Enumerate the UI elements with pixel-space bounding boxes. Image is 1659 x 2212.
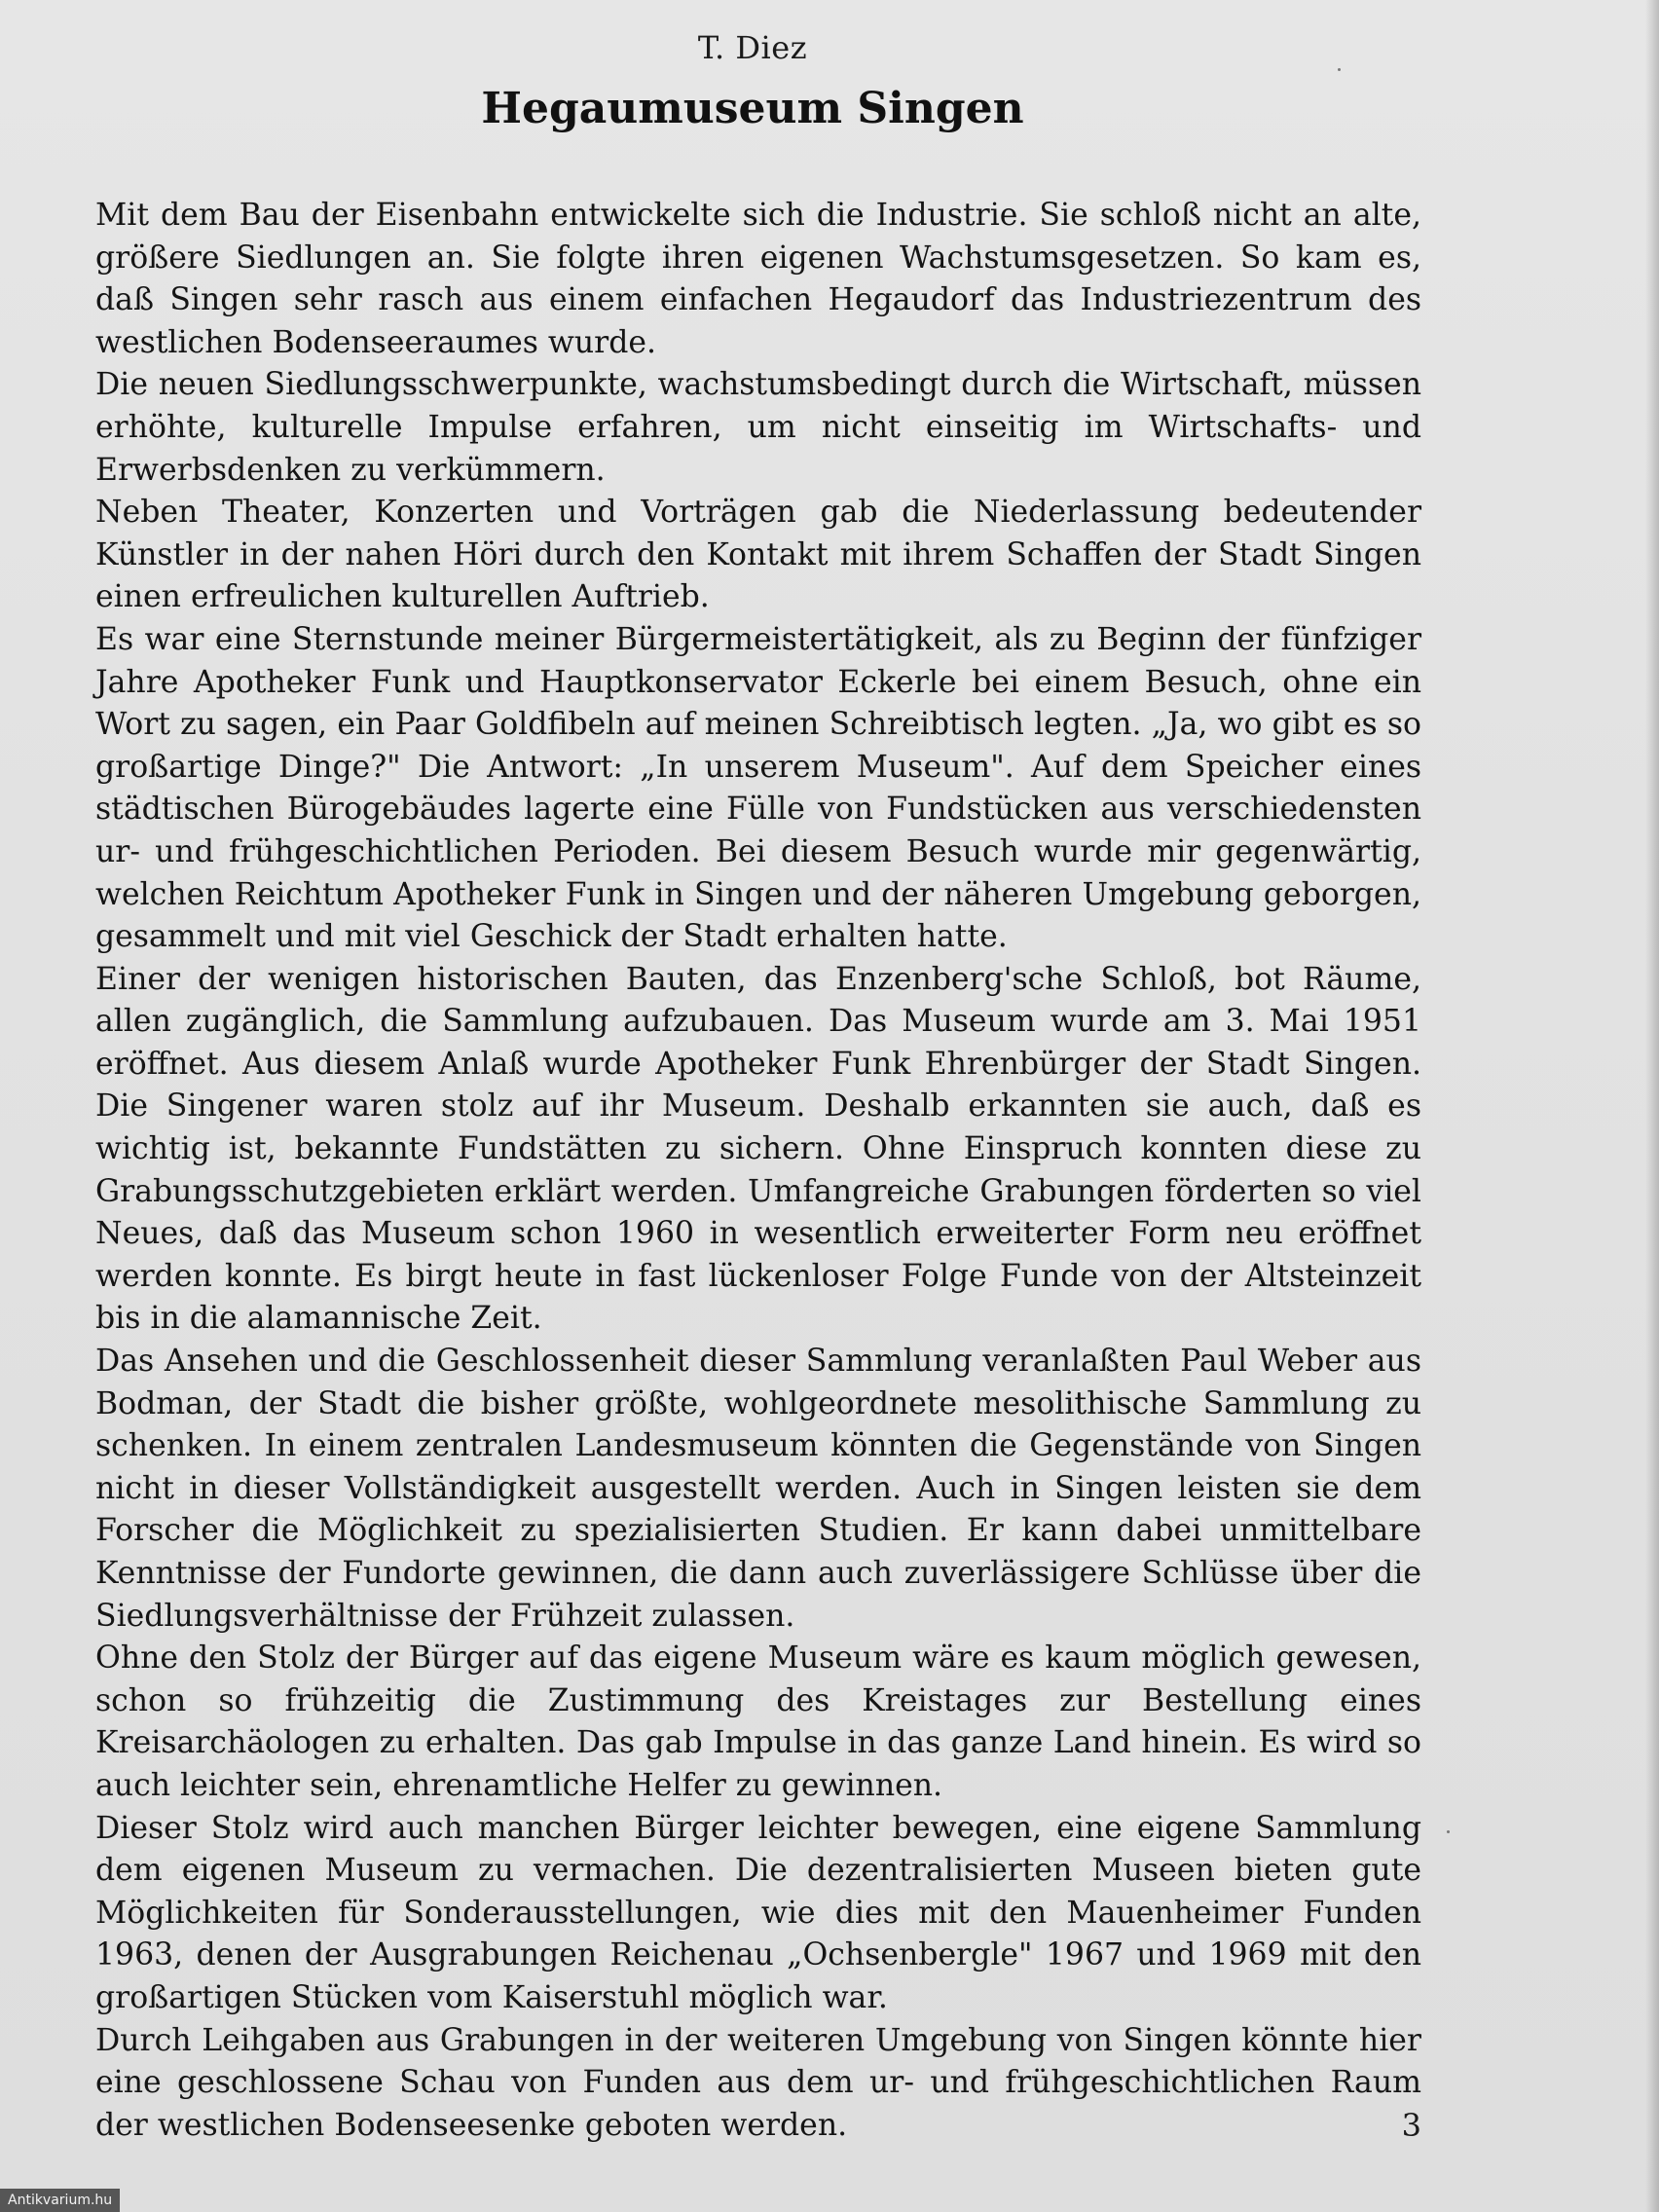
- paragraph: Das Ansehen und die Geschlossenheit dieser Sammlung veranlaßten Paul Weber aus Bodman, der Stadt die bisher größte, wohlgeordnete mesolithische Sammlung zu schenken. In einem zentralen Landesmuseum könnten die Gegenstände von Singen nicht in dieser Vollständigkeit ausgestellt werden. Auch in Singen leisten sie dem Forscher die Möglichkeit zu spezialisierten Studien. Er kann dabei unmittelbare Kenntnisse der Fundorte gewinnen, die dann auch zuverlässigere Schlüsse über die Siedlungsverhältnisse der Frühzeit zulassen.: [95, 1344, 1421, 1634]
- speck-mark: [1447, 1830, 1450, 1833]
- paragraph: Es war eine Sternstunde meiner Bürgermeistertätigkeit, als zu Beginn der fünfziger Jahre Apotheker Funk und Hauptkonservator Eckerle bei einem Besuch, ohne ein Wort zu sagen, ein Paar Goldfibeln auf meinen Schreibtisch legten. „Ja, wo gibt es so großartige Dinge?" Die Antwort: „In unserem Museum". Auf dem Speicher eines städtischen Bürogebäudes lagerte eine Fülle von Fundstücken aus verschiedensten ur- und frühgeschichtlichen Perioden. Bei diesem Besuch wurde mir gegenwärtig, welchen Reichtum Apotheker Funk in Singen und der näheren Umgebung geborgen, gesammelt und mit viel Geschick der Stadt erhalten hatte.: [95, 621, 1421, 955]
- paragraph: Dieser Stolz wird auch manchen Bürger leichter bewegen, eine eigene Sammlung dem eigenen Museum zu vermachen. Die dezentralisierten Museen bieten gute Möglichkeiten für Sonderausstellungen, wie dies mit den Mauenheimer Funden 1963, denen der Ausgrabungen Reichenau „Ochsenbergle" 1967 und 1969 mit den großartigen Stücken vom Kaiserstuhl möglich war.: [95, 1810, 1421, 2015]
- speck-mark: [1338, 68, 1341, 71]
- article-body: [95, 195, 1421, 2147]
- paragraph: Ohne den Stolz der Bürger auf das eigene Museum wäre es kaum möglich gewesen, schon so frühzeitig die Zustimmung des Kreistages zur Bestellung eines Kreisarchäologen zu erhalten. Das gab Impulse in das ganze Land hinein. Es wird so auch leichter sein, ehrenamtliche Helfer zu gewinnen.: [95, 1641, 1421, 1803]
- paragraph: Durch Leihgaben aus Grabungen in der weiteren Umgebung von Singen könnte hier eine geschlossene Schau von Funden aus dem ur- und frühgeschichtlichen Raum der westlichen Bodenseesenke geboten werden.: [95, 2022, 1421, 2143]
- watermark-label: Antikvarium.hu: [0, 2189, 120, 2212]
- article-title: Hegaumuseum Singen: [481, 84, 1024, 133]
- paragraph: Einer der wenigen historischen Bauten, das Enzenberg'sche Schloß, bot Räume, allen zugänglich, die Sammlung aufzubauen. Das Museum wurde am 3. Mai 1951 eröffnet. Aus diesem Anlaß wurde Apotheker Funk Ehrenbürger der Stadt Singen. Die Singener waren stolz auf ihr Museum. Deshalb erkannten sie auch, daß es wichtig ist, bekannte Fundstätten zu sichern. Ohne Einspruch konnten diese zu Grabungsschutzgebieten erklärt werden. Umfangreiche Grabungen förderten so viel Neues, daß das Museum schon 1960 in wesentlich erweiterter Form neu eröffnet werden konnte. Es birgt heute in fast lückenloser Folge Funde von der Altsteinzeit bis in die alamannische Zeit.: [95, 961, 1421, 1337]
- page-number: 3: [1401, 2107, 1421, 2144]
- paragraph: Neben Theater, Konzerten und Vorträgen gab die Niederlassung bedeutender Künstler in der nahen Höri durch den Kontakt mit ihrem Schaffen der Stadt Singen einen erfreulichen kulturellen Auftrieb.: [95, 495, 1421, 615]
- paragraph: Mit dem Bau der Eisenbahn entwickelte sich die Industrie. Sie schloß nicht an alte, größere Siedlungen an. Sie folgte ihren eigenen Wachstumsgesetzen. So kam es, daß Singen sehr rasch aus einem einfachen Hegaudorf das Industriezentrum des westlichen Bodenseeraumes wurde.: [95, 198, 1421, 360]
- author-name: T. Diez: [697, 29, 808, 66]
- paragraph: Die neuen Siedlungsschwerpunkte, wachstumsbedingt durch die Wirtschaft, müssen erhöhte, kulturelle Impulse erfahren, um nicht einseitig im Wirtschafts- und Erwerbsdenken zu verkümmern.: [95, 367, 1421, 488]
